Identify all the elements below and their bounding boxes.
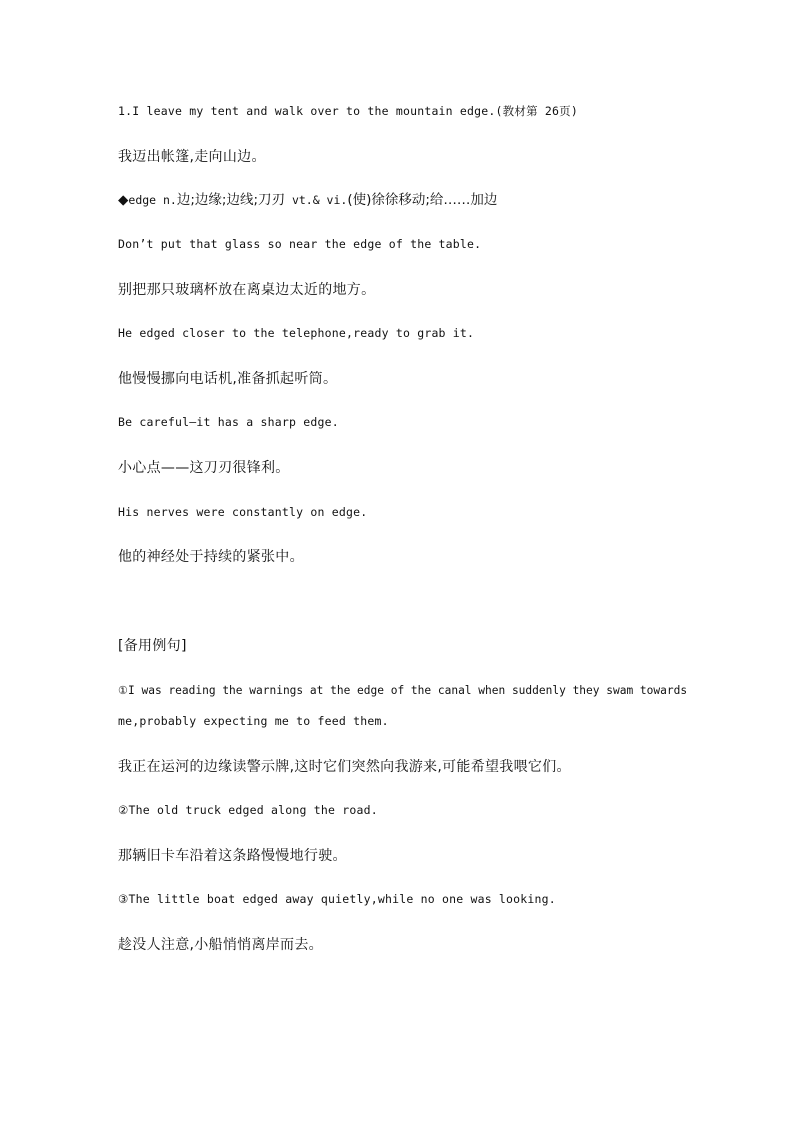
diamond-bullet-icon: ◆ — [118, 192, 129, 208]
example-sentence-4: Be careful—it has a sharp edge. — [118, 415, 339, 429]
translation-4: 小心点——这刀刃很锋利。 — [118, 460, 290, 476]
backup-translation-2: 那辆旧卡车沿着这条路慢慢地行驶。 — [118, 848, 347, 864]
example-sentence-5: His nerves were constantly on edge. — [118, 505, 368, 519]
backup-example-2: ②The old truck edged along the road. — [118, 803, 378, 817]
backup-translation-1: 我正在运河的边缘读警示牌,这时它们突然向我游来,可能希望我喂它们。 — [118, 759, 571, 775]
backup-translation-3: 趁没人注意,小船悄悄离岸而去。 — [118, 937, 323, 953]
backup-example-3: ③The little boat edged away quietly,while no one was looking. — [118, 892, 556, 906]
part-of-speech-verb: vt.& vi. — [285, 193, 348, 207]
headword: edge n. — [128, 193, 177, 207]
definition-verb: (使)徐徐移动;给……加边 — [347, 192, 498, 208]
translation-1: 我迈出帐篷,走向山边。 — [118, 149, 266, 165]
backup-example-1-line-1: ①I was reading the warnings at the edge of the canal when suddenly they swam towards — [118, 684, 688, 697]
example-sentence-2: Don’t put that glass so near the edge of the table. — [118, 237, 482, 251]
section-heading-backup-examples: [备用例句] — [118, 638, 187, 654]
backup-example-1-line-2: me,probably expecting me to feed them. — [118, 714, 389, 728]
definition-noun: 边;边缘;边线;刀刃 — [176, 192, 286, 208]
word-definition — [118, 194, 497, 208]
translation-3: 他慢慢挪向电话机,准备抓起听筒。 — [118, 371, 338, 387]
translation-2: 别把那只玻璃杯放在离桌边太近的地方。 — [118, 282, 376, 298]
translation-5: 他的神经处于持续的紧张中。 — [118, 549, 304, 565]
example-sentence-1: 1.I leave my tent and walk over to the mountain edge.(教材第 26页) — [118, 104, 578, 118]
example-sentence-3: He edged closer to the telephone,ready to grab it. — [118, 326, 475, 340]
